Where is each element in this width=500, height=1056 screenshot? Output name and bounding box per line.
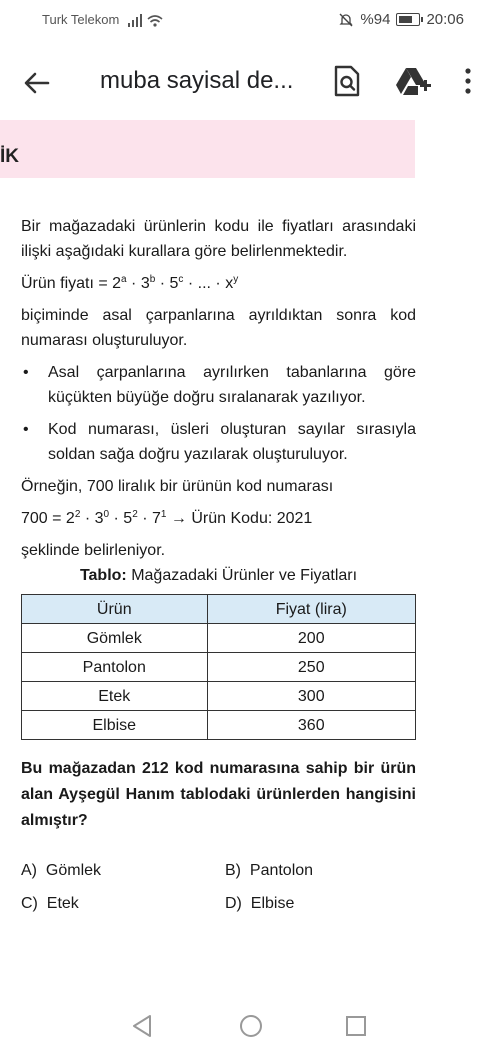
price-formula: Ürün fiyatı = $2^a \cdot 3^b \cdot 5^c$ · ... · $x^y$ xyxy=(21,274,239,292)
table-caption: Tablo: Mağazadaki Ürünler ve Fiyatları xyxy=(79,567,358,584)
table-row xyxy=(22,653,416,682)
example-end: şeklinde belirleniyor. xyxy=(21,542,166,559)
header-product: Ürün xyxy=(22,595,208,624)
option-d: D) Elbise xyxy=(225,895,295,912)
battery-icon xyxy=(396,13,420,26)
cell-product: Pantolon xyxy=(22,653,208,682)
cell-product: Gömlek xyxy=(22,624,208,653)
status-bar xyxy=(0,0,500,42)
system-nav-bar xyxy=(0,1000,500,1056)
question-text: Bu mağazadan 212 kod numarasına sahip bir ürün alan Ayşegül Hanım tablodaki ürünlerden hangisini almıştır? xyxy=(21,760,416,829)
more-options-icon[interactable] xyxy=(458,64,478,98)
table-row xyxy=(22,624,416,653)
add-to-drive-icon[interactable] xyxy=(394,64,432,98)
mute-bell-icon xyxy=(338,12,354,28)
section-header-label: İK xyxy=(0,146,19,167)
nav-back-icon[interactable] xyxy=(131,1014,153,1038)
nav-home-icon[interactable] xyxy=(239,1014,263,1038)
app-bar xyxy=(0,42,500,120)
clock: 20:06 xyxy=(426,11,464,28)
signal-wifi-icon xyxy=(126,12,164,28)
cell-price: 300 xyxy=(207,682,415,711)
option-b: B) Pantolon xyxy=(225,862,314,879)
nav-recents-icon[interactable] xyxy=(345,1015,367,1037)
section-header-band xyxy=(0,120,415,178)
carrier-name: Turk Telekom xyxy=(42,12,120,27)
document-title: muba sayisal de... xyxy=(100,67,294,94)
products-table xyxy=(21,594,416,740)
rule-bullet-2: • Kod numarası, üsleri oluşturan sayılar sırasıyla soldan sağa doğru yazılarak oluşturuluyor. xyxy=(21,417,416,467)
cell-price: 250 xyxy=(207,653,415,682)
rule-bullet-1: • Asal çarpanlarına ayrılırken tabanlarına göre küçükten büyüğe doğru sıralanarak yazılıyor. xyxy=(21,360,416,410)
status-right xyxy=(338,11,464,28)
example-intro: Örneğin, 700 liralık bir ürünün kod numarası xyxy=(21,478,334,495)
formula-explanation: biçiminde asal çarpanlarına ayrıldıktan sonra kod numarası oluşturuluyor. xyxy=(21,307,416,349)
search-in-document-icon[interactable] xyxy=(331,64,363,98)
cell-price: 360 xyxy=(207,711,415,740)
battery-percent: %94 xyxy=(360,11,391,28)
cell-product: Etek xyxy=(22,682,208,711)
cell-product: Elbise xyxy=(22,711,208,740)
intro-paragraph: Bir mağazadaki ürünlerin kodu ile fiyatları arasındaki ilişki aşağıdaki kurallara göre belirlenmektedir. xyxy=(21,218,416,260)
answer-options xyxy=(21,858,416,928)
example-formula: $700 = 2^2 \cdot 3^0 \cdot 5^2 \cdot 7^1$ → Ürün Kodu: 2021 xyxy=(21,509,313,527)
table-row xyxy=(22,711,416,740)
table-row xyxy=(22,682,416,711)
question-document xyxy=(21,214,416,928)
header-price: Fiyat (lira) xyxy=(207,595,415,624)
option-a: A) Gömlek xyxy=(21,862,102,879)
back-arrow-icon[interactable] xyxy=(22,68,52,98)
table-header-row xyxy=(22,595,416,624)
option-c: C) Etek xyxy=(21,895,79,912)
cell-price: 200 xyxy=(207,624,415,653)
